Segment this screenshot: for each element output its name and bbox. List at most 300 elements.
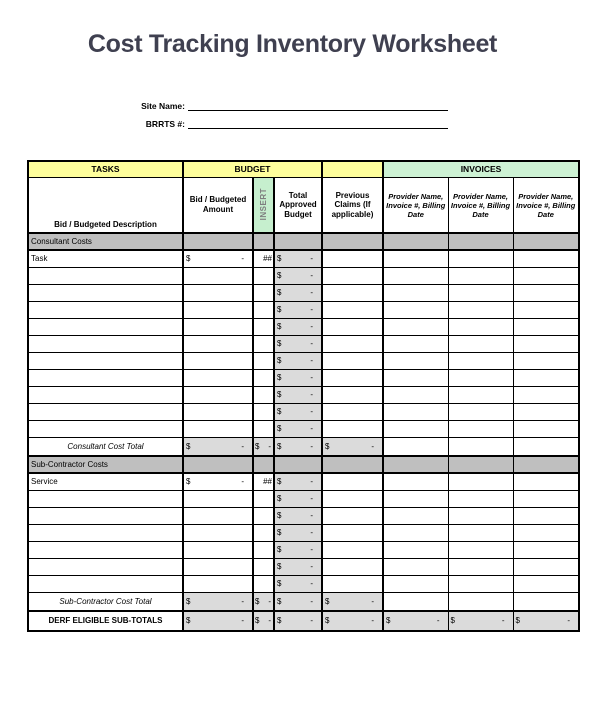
insert-cell — [253, 576, 274, 593]
empty-amount-dash: - — [310, 356, 313, 366]
table-row — [28, 491, 579, 508]
provider-2-cell — [448, 268, 513, 285]
provider-1-cell — [383, 491, 448, 508]
section-header-cell — [322, 456, 383, 473]
description-cell — [28, 576, 183, 593]
table-row — [28, 542, 579, 559]
empty-amount-dash: - — [310, 373, 313, 383]
currency-symbol: $ — [186, 477, 191, 487]
currency-symbol: $ — [325, 441, 330, 451]
provider-3-cell — [513, 319, 579, 336]
provider-2-cell — [448, 438, 513, 457]
insert-cell — [253, 542, 274, 559]
previous-claims-cell — [322, 285, 383, 302]
insert-cell — [253, 319, 274, 336]
provider-2-cell — [448, 353, 513, 370]
total-approved-cell — [274, 404, 322, 421]
currency-symbol: $ — [277, 288, 282, 298]
provider-2-cell — [448, 576, 513, 593]
bid-amount-cell — [183, 542, 253, 559]
empty-amount-dash: - — [310, 441, 313, 451]
provider-2-cell — [448, 491, 513, 508]
total-previous-claims-cell — [322, 593, 383, 612]
currency-symbol: $ — [277, 579, 282, 589]
provider-3-cell — [513, 336, 579, 353]
grand-previous-claims-cell — [322, 611, 383, 631]
provider-3-cell — [513, 473, 579, 491]
grand-bid-amount-cell — [183, 611, 253, 631]
currency-symbol: $ — [277, 373, 282, 383]
grand-approved-cell — [274, 611, 322, 631]
provider-3-cell — [513, 508, 579, 525]
section-header-label-cell: Consultant Costs — [28, 233, 183, 250]
provider-3-cell — [513, 285, 579, 302]
empty-amount-dash: - — [567, 616, 570, 626]
currency-symbol: $ — [277, 596, 282, 606]
table-row — [28, 576, 579, 593]
insert-cell — [253, 268, 274, 285]
section-header-cell — [513, 456, 579, 473]
previous-claims-cell — [322, 576, 383, 593]
currency-symbol: $ — [277, 616, 282, 626]
table-row — [28, 370, 579, 387]
section-total-row — [28, 593, 579, 612]
table-row — [28, 559, 579, 576]
currency-symbol: $ — [277, 424, 282, 434]
provider-1-cell — [383, 404, 448, 421]
previous-claims-cell — [322, 404, 383, 421]
bid-amount-cell — [183, 508, 253, 525]
provider-1-cell — [383, 250, 448, 268]
provider-1-cell — [383, 353, 448, 370]
currency-symbol: $ — [277, 254, 282, 264]
table-body — [28, 233, 579, 631]
provider-3-cell — [513, 421, 579, 438]
total-approved-cell — [274, 285, 322, 302]
provider-1-cell — [383, 421, 448, 438]
provider-2-cell — [448, 319, 513, 336]
total-approved-cell — [274, 559, 322, 576]
empty-amount-dash: - — [310, 579, 313, 589]
empty-amount-dash: - — [268, 441, 271, 451]
section-header-cell — [322, 233, 383, 250]
description-cell — [28, 421, 183, 438]
empty-amount-dash: - — [310, 616, 313, 626]
col-header-provider-3: Provider Name, Invoice #, Billing Date — [513, 178, 579, 234]
currency-symbol: $ — [186, 596, 191, 606]
currency-symbol: $ — [255, 596, 260, 606]
empty-amount-dash: - — [241, 616, 244, 626]
provider-2-cell — [448, 559, 513, 576]
brrts-row — [27, 111, 448, 129]
insert-cell — [253, 302, 274, 319]
table-row — [28, 285, 579, 302]
table-row — [28, 268, 579, 285]
previous-claims-cell — [322, 370, 383, 387]
currency-symbol: $ — [186, 254, 191, 264]
section-header-label-cell: Sub-Contractor Costs — [28, 456, 183, 473]
description-cell — [28, 336, 183, 353]
site-name-row — [27, 93, 448, 111]
empty-amount-dash: - — [241, 254, 244, 264]
section-header-cell — [183, 456, 253, 473]
insert-cell — [253, 404, 274, 421]
empty-amount-dash: - — [310, 562, 313, 572]
provider-2-cell — [448, 593, 513, 612]
provider-3-cell — [513, 525, 579, 542]
col-header-description: Bid / Budgeted Description — [28, 178, 183, 234]
total-approved-cell — [274, 438, 322, 457]
previous-claims-cell — [322, 542, 383, 559]
provider-1-cell — [383, 285, 448, 302]
description-cell — [28, 508, 183, 525]
bid-amount-cell — [183, 250, 253, 268]
bid-amount-cell — [183, 353, 253, 370]
total-approved-cell — [274, 370, 322, 387]
description-cell — [28, 285, 183, 302]
provider-1-cell — [383, 593, 448, 612]
provider-1-cell — [383, 542, 448, 559]
grand-total-label: DERF ELIGIBLE SUB-TOTALS — [28, 611, 183, 631]
provider-2-cell — [448, 336, 513, 353]
total-approved-cell — [274, 319, 322, 336]
provider-1-cell — [383, 268, 448, 285]
page-title: Cost Tracking Inventory Worksheet — [87, 30, 498, 58]
description-cell — [28, 525, 183, 542]
table-row — [28, 353, 579, 370]
bid-amount-cell — [183, 336, 253, 353]
empty-amount-dash: - — [310, 322, 313, 332]
empty-amount-dash: - — [310, 511, 313, 521]
col-header-previous-claims: Previous Claims (If applicable) — [322, 178, 383, 234]
empty-amount-dash: - — [371, 616, 374, 626]
empty-amount-dash: - — [310, 271, 313, 281]
total-approved-cell — [274, 387, 322, 404]
currency-symbol: $ — [186, 441, 191, 451]
provider-1-cell — [383, 387, 448, 404]
empty-amount-dash: - — [241, 441, 244, 451]
description-cell — [28, 491, 183, 508]
provider-1-cell — [383, 438, 448, 457]
provider-3-cell — [513, 491, 579, 508]
currency-symbol: $ — [277, 356, 282, 366]
provider-2-cell — [448, 508, 513, 525]
empty-amount-dash: - — [310, 339, 313, 349]
currency-symbol: $ — [277, 305, 282, 315]
section-header-cell — [448, 233, 513, 250]
currency-symbol: $ — [255, 616, 260, 626]
col-header-provider-1: Provider Name, Invoice #, Billing Date — [383, 178, 448, 234]
insert-cell — [253, 525, 274, 542]
currency-symbol: $ — [515, 616, 520, 626]
previous-claims-cell — [322, 302, 383, 319]
column-header-row — [28, 178, 579, 234]
currency-symbol: $ — [255, 441, 260, 451]
empty-amount-dash: - — [310, 305, 313, 315]
grand-provider-3-cell — [513, 611, 579, 631]
currency-symbol: $ — [325, 616, 330, 626]
cost-tracking-table — [27, 160, 580, 632]
insert-vertical-label: INSERT — [258, 187, 268, 220]
currency-symbol: $ — [277, 441, 282, 451]
description-cell — [28, 542, 183, 559]
empty-amount-dash: - — [501, 616, 505, 626]
provider-1-cell — [383, 508, 448, 525]
insert-cell — [253, 370, 274, 387]
header-form — [27, 93, 448, 129]
bid-amount-cell — [183, 319, 253, 336]
provider-2-cell — [448, 370, 513, 387]
previous-claims-cell — [322, 336, 383, 353]
section-total-label: Sub-Contractor Cost Total — [28, 593, 183, 612]
provider-1-cell — [383, 559, 448, 576]
total-bid-amount-cell — [183, 593, 253, 612]
empty-amount-dash: - — [436, 616, 440, 626]
bid-amount-cell — [183, 268, 253, 285]
provider-1-cell — [383, 336, 448, 353]
provider-2-cell — [448, 285, 513, 302]
provider-1-cell — [383, 319, 448, 336]
total-approved-cell — [274, 421, 322, 438]
currency-symbol: $ — [277, 477, 282, 487]
bid-amount-cell — [183, 559, 253, 576]
description-cell — [28, 302, 183, 319]
previous-claims-cell — [322, 353, 383, 370]
provider-1-cell — [383, 525, 448, 542]
total-approved-cell — [274, 353, 322, 370]
group-header-invoices: INVOICES — [383, 161, 579, 178]
bid-amount-cell — [183, 404, 253, 421]
provider-3-cell — [513, 542, 579, 559]
table-row — [28, 421, 579, 438]
insert-cell — [253, 559, 274, 576]
grand-total-row — [28, 611, 579, 631]
empty-amount-dash: - — [310, 390, 313, 400]
table-row — [28, 250, 579, 268]
provider-3-cell — [513, 250, 579, 268]
section-total-label: Consultant Cost Total — [28, 438, 183, 457]
insert-cell — [253, 336, 274, 353]
provider-2-cell — [448, 387, 513, 404]
insert-cell — [253, 353, 274, 370]
currency-symbol: $ — [277, 562, 282, 572]
description-cell — [28, 387, 183, 404]
previous-claims-cell — [322, 508, 383, 525]
provider-3-cell — [513, 268, 579, 285]
currency-symbol: $ — [277, 322, 282, 332]
empty-amount-dash: - — [310, 407, 313, 417]
provider-2-cell — [448, 542, 513, 559]
section-header-cell — [253, 233, 274, 250]
description-cell — [28, 404, 183, 421]
previous-claims-cell — [322, 268, 383, 285]
bid-amount-cell — [183, 302, 253, 319]
section-header-row — [28, 456, 579, 473]
description-cell: Service — [28, 473, 183, 491]
insert-cell — [253, 387, 274, 404]
currency-symbol: $ — [450, 616, 455, 626]
provider-2-cell — [448, 525, 513, 542]
brrts-label: BRRTS #: — [145, 119, 185, 129]
col-header-provider-2: Provider Name, Invoice #, Billing Date — [448, 178, 513, 234]
total-approved-cell — [274, 593, 322, 612]
total-bid-amount-cell — [183, 438, 253, 457]
table-row — [28, 302, 579, 319]
empty-amount-dash: - — [310, 528, 313, 538]
provider-1-cell — [383, 370, 448, 387]
description-cell — [28, 319, 183, 336]
site-name-label: Site Name: — [141, 101, 185, 111]
provider-3-cell — [513, 387, 579, 404]
section-header-cell — [383, 233, 448, 250]
empty-amount-dash: - — [371, 441, 374, 451]
col-header-insert — [253, 178, 274, 234]
description-cell: Task — [28, 250, 183, 268]
total-approved-cell — [274, 473, 322, 491]
bid-amount-cell — [183, 491, 253, 508]
currency-symbol: $ — [386, 616, 391, 626]
section-total-row — [28, 438, 579, 457]
total-approved-cell — [274, 525, 322, 542]
provider-2-cell — [448, 473, 513, 491]
total-insert-cell — [253, 438, 274, 457]
currency-symbol: $ — [277, 407, 282, 417]
insert-overflow-cell: ## — [253, 473, 274, 491]
group-header-tasks: TASKS — [28, 161, 183, 178]
total-insert-cell — [253, 593, 274, 612]
previous-claims-cell — [322, 559, 383, 576]
provider-2-cell — [448, 302, 513, 319]
total-approved-cell — [274, 508, 322, 525]
group-header-row — [28, 161, 579, 178]
insert-cell — [253, 421, 274, 438]
empty-amount-dash: - — [310, 254, 313, 264]
total-approved-cell — [274, 302, 322, 319]
currency-symbol: $ — [325, 596, 330, 606]
table-row — [28, 508, 579, 525]
provider-2-cell — [448, 250, 513, 268]
grand-provider-1-cell — [383, 611, 448, 631]
section-header-cell — [383, 456, 448, 473]
currency-symbol: $ — [277, 528, 282, 538]
total-approved-cell — [274, 542, 322, 559]
empty-amount-dash: - — [241, 477, 244, 487]
total-approved-cell — [274, 268, 322, 285]
table-row — [28, 525, 579, 542]
provider-3-cell — [513, 593, 579, 612]
empty-amount-dash: - — [310, 596, 313, 606]
grand-provider-2-cell — [448, 611, 513, 631]
previous-claims-cell — [322, 250, 383, 268]
provider-3-cell — [513, 438, 579, 457]
currency-symbol: $ — [277, 511, 282, 521]
empty-amount-dash: - — [310, 477, 313, 487]
provider-3-cell — [513, 559, 579, 576]
provider-3-cell — [513, 370, 579, 387]
worksheet-table-container — [27, 160, 580, 632]
group-header-spacer — [322, 161, 383, 178]
previous-claims-cell — [322, 473, 383, 491]
empty-amount-dash: - — [310, 494, 313, 504]
provider-3-cell — [513, 576, 579, 593]
provider-3-cell — [513, 302, 579, 319]
insert-cell — [253, 491, 274, 508]
insert-overflow-cell: ## — [253, 250, 274, 268]
empty-amount-dash: - — [268, 616, 271, 626]
col-header-bid-amount: Bid / Budgeted Amount — [183, 178, 253, 234]
total-approved-cell — [274, 250, 322, 268]
total-approved-cell — [274, 491, 322, 508]
provider-3-cell — [513, 353, 579, 370]
col-header-total-approved: Total Approved Budget — [274, 178, 322, 234]
empty-amount-dash: - — [310, 545, 313, 555]
insert-cell — [253, 508, 274, 525]
total-approved-cell — [274, 576, 322, 593]
provider-1-cell — [383, 302, 448, 319]
table-row — [28, 319, 579, 336]
currency-symbol: $ — [277, 545, 282, 555]
previous-claims-cell — [322, 525, 383, 542]
provider-1-cell — [383, 473, 448, 491]
provider-1-cell — [383, 576, 448, 593]
description-cell — [28, 559, 183, 576]
currency-symbol: $ — [277, 494, 282, 504]
empty-amount-dash: - — [310, 424, 313, 434]
provider-2-cell — [448, 421, 513, 438]
section-header-cell — [274, 233, 322, 250]
empty-amount-dash: - — [310, 288, 313, 298]
section-header-cell — [513, 233, 579, 250]
table-row — [28, 336, 579, 353]
table-row — [28, 404, 579, 421]
section-header-row — [28, 233, 579, 250]
site-name-input-line — [188, 95, 448, 111]
bid-amount-cell — [183, 285, 253, 302]
currency-symbol: $ — [277, 271, 282, 281]
brrts-input-line — [188, 113, 448, 129]
section-header-cell — [274, 456, 322, 473]
grand-insert-cell — [253, 611, 274, 631]
group-header-budget: BUDGET — [183, 161, 322, 178]
empty-amount-dash: - — [268, 596, 271, 606]
table-row — [28, 473, 579, 491]
currency-symbol: $ — [277, 390, 282, 400]
empty-amount-dash: - — [371, 596, 374, 606]
previous-claims-cell — [322, 491, 383, 508]
bid-amount-cell — [183, 421, 253, 438]
bid-amount-cell — [183, 370, 253, 387]
total-approved-cell — [274, 336, 322, 353]
description-cell — [28, 370, 183, 387]
previous-claims-cell — [322, 319, 383, 336]
provider-2-cell — [448, 404, 513, 421]
previous-claims-cell — [322, 421, 383, 438]
section-header-cell — [448, 456, 513, 473]
currency-symbol: $ — [277, 339, 282, 349]
bid-amount-cell — [183, 387, 253, 404]
total-previous-claims-cell — [322, 438, 383, 457]
description-cell — [28, 353, 183, 370]
section-header-cell — [183, 233, 253, 250]
table-row — [28, 387, 579, 404]
empty-amount-dash: - — [241, 596, 244, 606]
bid-amount-cell — [183, 576, 253, 593]
currency-symbol: $ — [186, 616, 191, 626]
provider-3-cell — [513, 404, 579, 421]
previous-claims-cell — [322, 387, 383, 404]
bid-amount-cell — [183, 473, 253, 491]
description-cell — [28, 268, 183, 285]
